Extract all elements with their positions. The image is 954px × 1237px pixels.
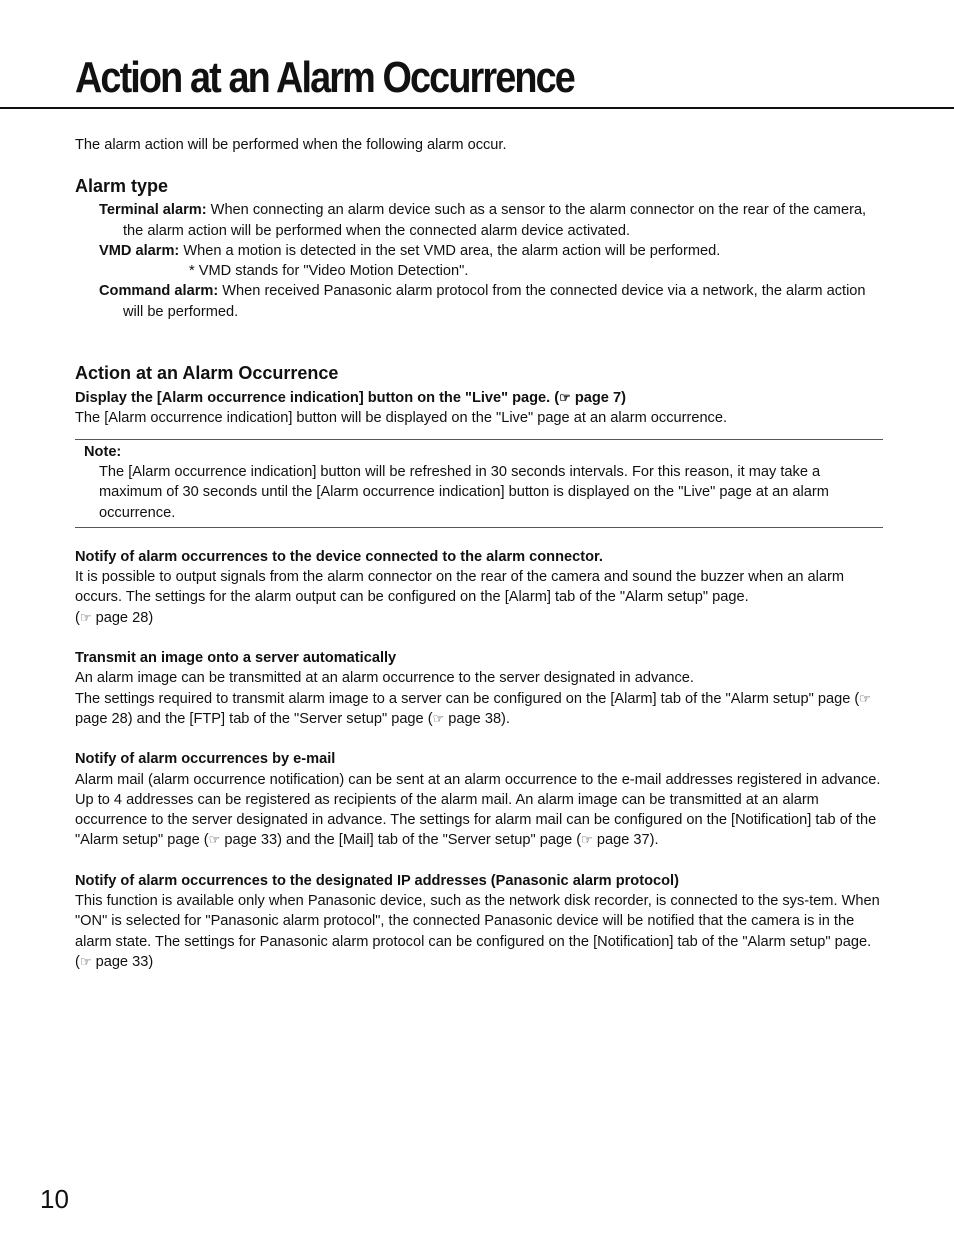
pointing-hand-icon: ☞: [859, 690, 871, 706]
vmd-alarm-item: [99, 241, 883, 261]
display-heading-pre: Display the [Alarm occurrence indication] button on the "Live" page. (: [75, 390, 560, 407]
terminal-alarm-item: [99, 200, 883, 241]
command-alarm-term: Command alarm:: [99, 283, 219, 300]
page-number: 10: [40, 1184, 69, 1214]
display-button-heading: [75, 388, 883, 408]
ip-text-a: This function is available only when Panasonic device, such as the network disk recorder, is connected to the sys-tem. When "ON" is selected for "Panasonic alarm protocol", the connected Panasonic device will be notified that the camera is in the alarm state. The settings for Panasonic alarm protocol can be configured on the [Notification] tab of the "Alarm setup" page. (: [75, 893, 880, 970]
email-text-c: page 37).: [592, 832, 659, 849]
notify-connector-body: It is possible to output signals from the alarm connector on the rear of the camera and sound the buzzer when an alarm occurs. The settings for the alarm output can be configured on the [Alarm] tab of the "Alarm setup" page.: [75, 569, 845, 606]
action-heading: Action at an Alarm Occurrence: [75, 363, 339, 384]
notify-connector-ref-pre: (: [75, 609, 80, 626]
email-text-b: page 33) and the [Mail] tab of the "Server setup" page (: [220, 832, 582, 849]
vmd-alarm-term: VMD alarm:: [99, 242, 180, 259]
page-content: [75, 135, 883, 972]
pointing-hand-icon: ☞: [79, 953, 92, 969]
transmit-heading: Transmit an image onto a server automatically: [75, 650, 397, 667]
notify-connector-heading: Notify of alarm occurrences to the device connected to the alarm connector.: [75, 548, 603, 565]
intro-text: The alarm action will be performed when the following alarm occur.: [75, 137, 507, 153]
email-text-a: Alarm mail (alarm occurrence notification) can be sent at an alarm occurrence to the e-mail addresses registered in advance. Up to 4 addresses can be registered as recipients of the alarm mail. An alarm image can be transmitted at an alarm occurrence to the server designated in advance. The settings for alarm mail can be configured on the [Notification] tab of the "Alarm setup" page (: [75, 771, 881, 849]
email-text: [75, 770, 883, 851]
ip-heading: Notify of alarm occurrences to the designated IP addresses (Panasonic alarm protocol): [75, 872, 679, 889]
notify-connector-text: [75, 567, 883, 628]
vmd-note: * VMD stands for "Video Motion Detection".: [189, 263, 469, 280]
note-label: Note:: [84, 443, 122, 460]
ip-text: [75, 891, 883, 972]
transmit-text-2a: The settings required to transmit alarm image to a server can be configured on the [Alarm] tab of the "Alarm setup" page (: [75, 690, 860, 707]
ip-text-b: page 33): [91, 953, 154, 970]
vmd-alarm-text: When a motion is detected in the set VMD area, the alarm action will be performed.: [179, 242, 721, 259]
terminal-alarm-text: When connecting an alarm device such as a sensor to the alarm connector on the rear of the camera, the alarm action will be performed when the connected alarm device activated.: [123, 202, 867, 239]
note-box: [75, 439, 883, 528]
transmit-text-2: [75, 689, 883, 730]
command-alarm-text: When received Panasonic alarm protocol from the connected device via a network, the alarm action will be performed.: [123, 283, 866, 320]
note-text: The [Alarm occurrence indication] button will be refreshed in 30 seconds intervals. For this reason, it may take a maximum of 30 seconds until the [Alarm occurrence indication] button is displayed on the "Live" page at an alarm occurrence.: [99, 463, 829, 521]
pointing-hand-icon: ☞: [559, 390, 571, 406]
display-heading-post: page 7): [570, 390, 626, 407]
pointing-hand-icon: ☞: [581, 832, 593, 848]
display-button-text: The [Alarm occurrence indication] button will be displayed on the "Live" page at an alarm occurrence.: [75, 410, 728, 427]
pointing-hand-icon: ☞: [79, 609, 92, 625]
transmit-text-2b: page 28) and the [FTP] tab of the "Server setup" page (: [75, 710, 433, 727]
alarm-type-list: [99, 200, 883, 322]
email-heading: Notify of alarm occurrences by e-mail: [75, 751, 336, 768]
terminal-alarm-term: Terminal alarm:: [99, 202, 207, 219]
transmit-text-2c: page 38).: [444, 710, 510, 727]
transmit-text-1: An alarm image can be transmitted at an alarm occurrence to the server designated in advance.: [75, 670, 694, 687]
page-title: Action at an Alarm Occurrence: [75, 53, 574, 102]
command-alarm-item: [99, 281, 883, 322]
alarm-type-heading: Alarm type: [75, 176, 169, 197]
pointing-hand-icon: ☞: [208, 832, 221, 848]
pointing-hand-icon: ☞: [432, 710, 445, 726]
title-rule: [0, 107, 954, 109]
notify-connector-ref-post: page 28): [91, 609, 154, 626]
